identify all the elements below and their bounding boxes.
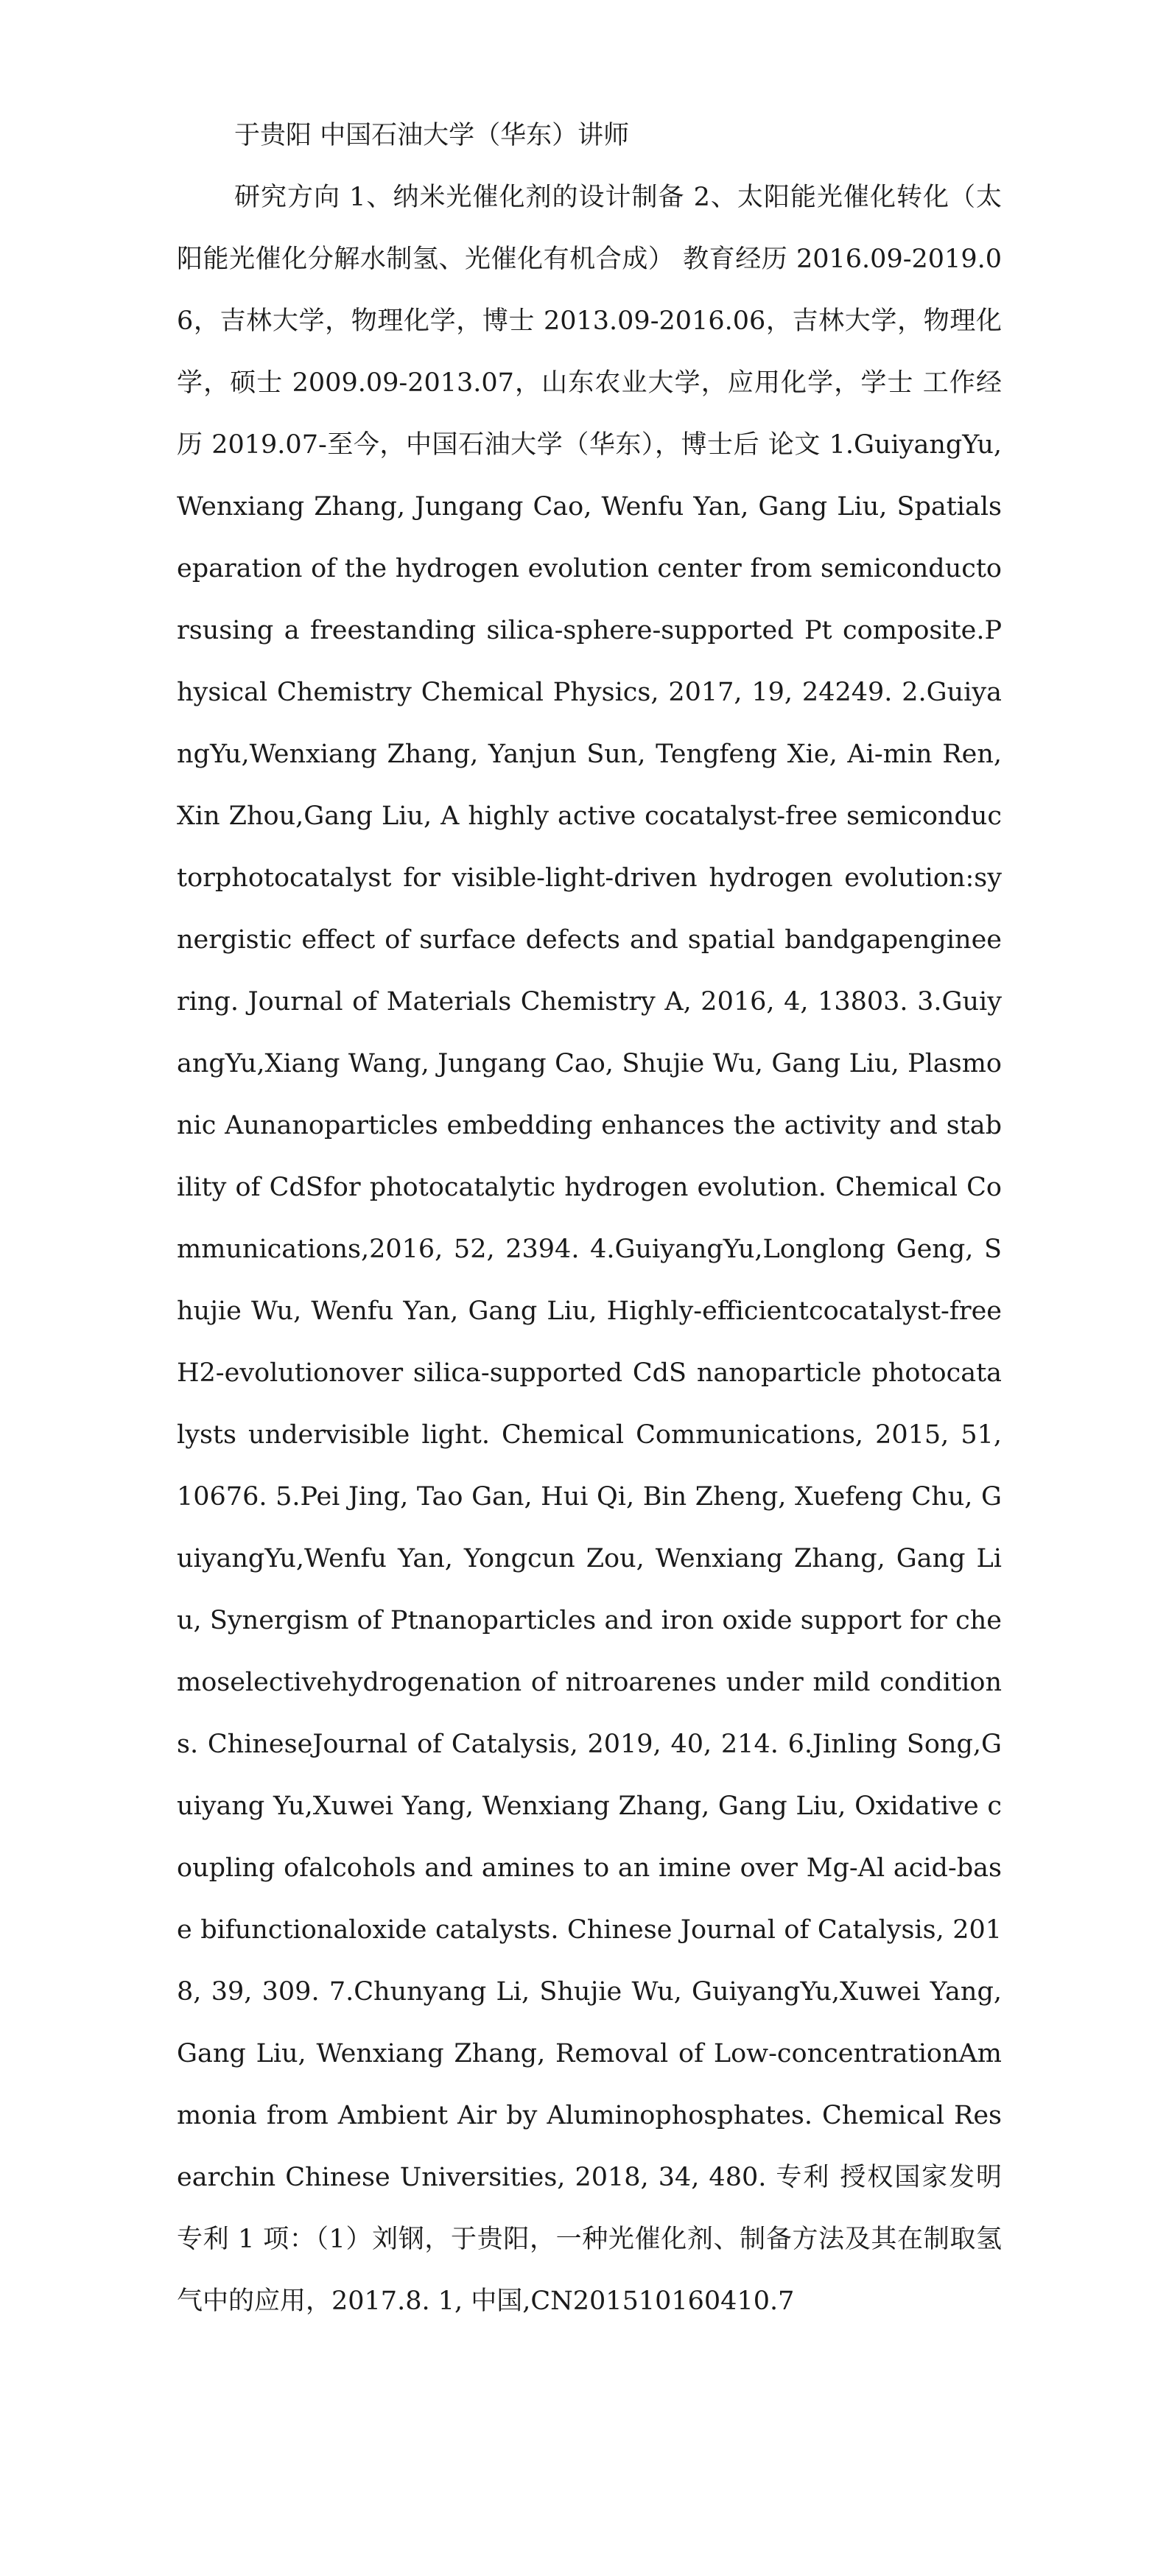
document-page xyxy=(177,105,1002,2332)
document-body: 研究方向 1、纳米光催化剂的设计制备 2、太阳能光催化转化（太阳能光催化分解水制氢、光催化有机合成） 教育经历 2016.09-2019.06，吉林大学，物理化学，博士 2013.09-2016.06，吉林大学，物理化学，硕士 2009.09-2013.07，山东农业大学，应用化学，学士 工作经历 2019.07-至今，中国石油大学（华东），博士后 论文 1.GuiyangYu,Wenxiang Zhang, Jungang Cao, Wenfu Yan, Gang Liu, Spatialseparation of the hydrogen evolution center from semiconductorsusing a freestanding silica-sphere-supported Pt composite.Physical Chemistry Chemical Physics, 2017, 19, 24249. 2.GuiyangYu,Wenxiang Zhang, Yanjun Sun, Tengfeng Xie, Ai-min Ren, Xin Zhou,Gang Liu, A highly active cocatalyst-free semiconductorphotocatalyst for visible-light-driven hydrogen evolution:synergistic effect of surface defects and spatial bandgapengineering. Journal of Materials Chemistry A, 2016, 4, 13803. 3.GuiyangYu,Xiang Wang, Jungang Cao, Shujie Wu, Gang Liu, Plasmonic Aunanoparticles embedding enhances the activity and stability of CdSfor photocatalytic hydrogen evolution. Chemical Communications,2016, 52, 2394. 4.GuiyangYu,Longlong Geng, Shujie Wu, Wenfu Yan, Gang Liu, Highly-efficientcocatalyst-free H2-evolutionover silica-supported CdS nanoparticle photocatalysts undervisible light. Chemical Communications, 2015, 51, 10676. 5.Pei Jing, Tao Gan, Hui Qi, Bin Zheng, Xuefeng Chu, GuiyangYu,Wenfu Yan, Yongcun Zou, Wenxiang Zhang, Gang Liu, Synergism of Ptnanoparticles and iron oxide support for chemoselectivehydrogenation of nitroarenes under mild conditions. ChineseJournal of Catalysis, 2019, 40, 214. 6.Jinling Song,Guiyang Yu,Xuwei Yang, Wenxiang Zhang, Gang Liu, Oxidative coupling ofalcohols and amines to an imine over Mg-Al acid-base bifunctionaloxide catalysts. Chinese Journal of Catalysis, 2018, 39, 309. 7.Chunyang Li, Shujie Wu, GuiyangYu,Xuwei Yang, Gang Liu, Wenxiang Zhang, Removal of Low-concentrationAmmonia from Ambient Air by Aluminophosphates. Chemical Researchin Chinese Universities, 2018, 34, 480. 专利 授权国家发明专利 1 项：（1）刘钢，于贵阳，一种光催化剂、制备方法及其在制取氢气中的应用，2017.8. 1, 中国,CN201510160410.7 xyxy=(177,183,1002,2316)
document-heading: 于贵阳 中国石油大学（华东）讲师 xyxy=(234,121,630,150)
